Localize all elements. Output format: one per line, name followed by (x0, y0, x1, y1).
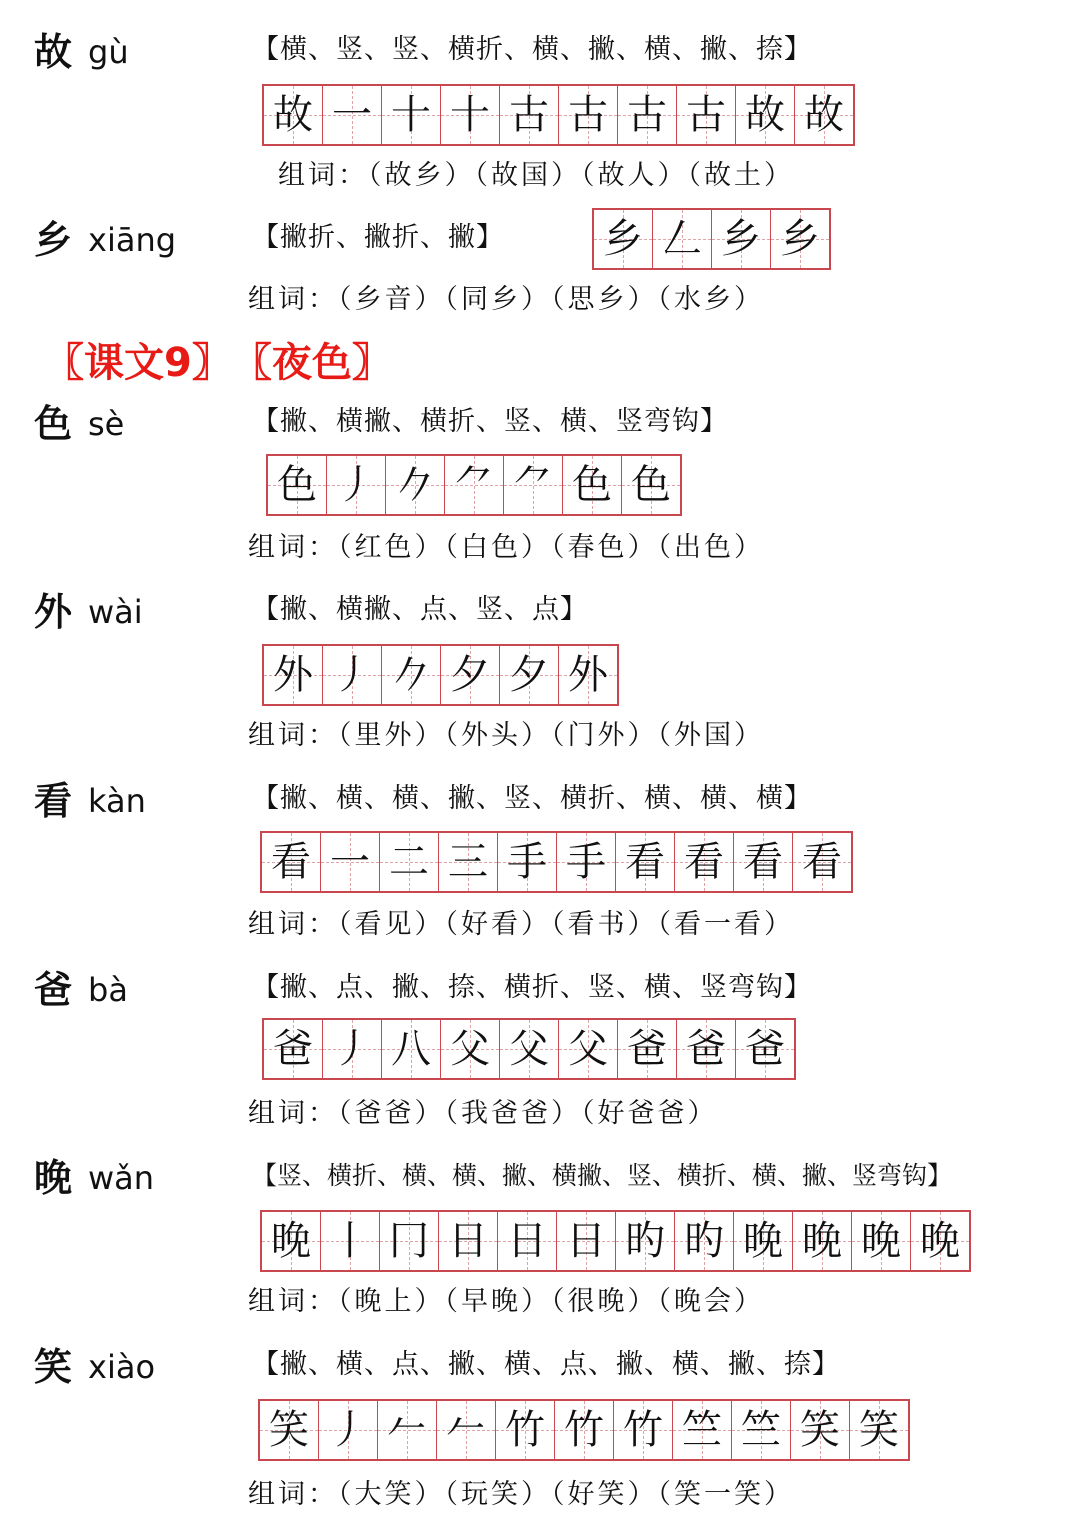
stroke-cell: 丿 (323, 1020, 382, 1078)
character: 笑 (34, 1345, 73, 1389)
stroke-cell: 看 (734, 833, 793, 891)
stroke-order-text: 【撇、横、点、撇、横、点、撇、横、撇、捺】 (252, 1349, 840, 1380)
stroke-cell: 日 (498, 1212, 557, 1270)
stroke-order-text: 【撇、横撇、点、竖、点】 (252, 594, 588, 625)
stroke-cell: 十 (382, 86, 441, 144)
stroke-cell: 古 (559, 86, 618, 144)
stroke-cell: 𠂉 (378, 1401, 437, 1459)
stroke-cell: 旳 (675, 1212, 734, 1270)
stroke-order-text: 【撇折、撇折、撇】 (252, 222, 504, 253)
stroke-cell: 夕 (441, 646, 500, 704)
stroke-cell: 晚 (911, 1212, 969, 1270)
stroke-cell: 看 (616, 833, 675, 891)
stroke-cell: 父 (559, 1020, 618, 1078)
stroke-cell: 𠂊 (382, 646, 441, 704)
stroke-cell: 日 (439, 1212, 498, 1270)
stroke-order-text: 【撇、横、横、撇、竖、横折、横、横、横】 (252, 783, 812, 814)
stroke-cell: ⺈ (445, 456, 504, 514)
stroke-cell: 丿 (319, 1401, 378, 1459)
word-examples (248, 718, 764, 754)
pinyin: bà (88, 971, 128, 1009)
word-examples (278, 158, 794, 194)
stroke-cell: 夕 (500, 646, 559, 704)
words-label: 组词： (248, 909, 338, 940)
stroke-grid (260, 1210, 971, 1272)
stroke-cell: 看 (262, 833, 321, 891)
stroke-cell: 古 (618, 86, 677, 144)
word-examples (248, 282, 764, 318)
stroke-cell: 丿 (323, 646, 382, 704)
words-list: （大笑）（玩笑）（好笑）（笑一笑） (338, 1479, 794, 1510)
stroke-cell: 日 (557, 1212, 616, 1270)
word-examples (248, 1477, 794, 1513)
stroke-order-text: 【撇、横撇、横折、竖、横、竖弯钩】 (252, 406, 728, 437)
words-label: 组词： (248, 284, 338, 315)
stroke-cell: 乡 (771, 210, 829, 268)
stroke-cell: 晚 (852, 1212, 911, 1270)
words-list: （晚上）（早晚）（很晚）（晚会） (338, 1286, 764, 1317)
stroke-cell: 看 (675, 833, 734, 891)
stroke-grid (266, 454, 682, 516)
words-list: （里外）（外头）（门外）（外国） (338, 720, 764, 751)
stroke-grid (262, 84, 855, 146)
stroke-cell: 𠂊 (386, 456, 445, 514)
character: 乡 (34, 218, 73, 262)
stroke-grid (258, 1399, 910, 1461)
stroke-cell: 爸 (264, 1020, 323, 1078)
stroke-cell: 竹 (555, 1401, 614, 1459)
stroke-cell: 二 (380, 833, 439, 891)
pinyin: sè (88, 405, 125, 443)
stroke-grid (262, 1018, 796, 1080)
stroke-cell: 爸 (677, 1020, 736, 1078)
word-examples (248, 1284, 764, 1320)
stroke-cell: 外 (559, 646, 617, 704)
stroke-cell: 竹 (496, 1401, 555, 1459)
lesson-number: 〖课文9〗 (44, 340, 232, 386)
lesson-title: 〖夜色〗 (251, 340, 392, 386)
stroke-cell: 丨 (321, 1212, 380, 1270)
stroke-cell: 色 (268, 456, 327, 514)
words-list: （乡音）（同乡）（思乡）（水乡） (338, 284, 764, 315)
stroke-cell: 竺 (673, 1401, 732, 1459)
words-list: （红色）（白色）（春色）（出色） (338, 532, 764, 563)
character: 爸 (34, 968, 73, 1012)
stroke-cell: 𠃋 (653, 210, 712, 268)
pinyin: xiào (88, 1348, 156, 1386)
character: 看 (34, 779, 73, 823)
words-list: （爸爸）（我爸爸）（好爸爸） (338, 1098, 718, 1129)
stroke-cell: 竹 (614, 1401, 673, 1459)
stroke-grid (262, 644, 619, 706)
stroke-order-text: 【横、竖、竖、横折、横、撇、横、撇、捺】 (252, 34, 812, 65)
pinyin: gù (88, 33, 129, 71)
words-label: 组词： (248, 1098, 338, 1129)
words-label: 组词： (248, 1286, 338, 1317)
pinyin: kàn (88, 782, 146, 820)
stroke-cell: 古 (500, 86, 559, 144)
stroke-cell: 笑 (850, 1401, 908, 1459)
stroke-cell: 父 (441, 1020, 500, 1078)
words-label: 组词： (248, 1479, 338, 1510)
stroke-cell: 一 (321, 833, 380, 891)
stroke-cell: 一 (323, 86, 382, 144)
pinyin: wài (88, 593, 143, 631)
stroke-cell: 手 (498, 833, 557, 891)
character: 色 (34, 402, 73, 446)
words-label: 组词： (248, 532, 338, 563)
lesson-heading (44, 338, 412, 388)
stroke-cell: 晚 (734, 1212, 793, 1270)
stroke-cell: 笑 (260, 1401, 319, 1459)
stroke-cell: 丿 (327, 456, 386, 514)
stroke-cell: 古 (677, 86, 736, 144)
word-examples (248, 1096, 718, 1132)
character: 故 (34, 30, 73, 74)
stroke-cell: 𠂉 (437, 1401, 496, 1459)
stroke-grid (260, 831, 853, 893)
word-examples (248, 907, 794, 943)
stroke-cell: 八 (382, 1020, 441, 1078)
stroke-cell: 色 (563, 456, 622, 514)
stroke-cell: 故 (736, 86, 795, 144)
words-label: 组词： (278, 160, 368, 191)
stroke-cell: 手 (557, 833, 616, 891)
stroke-order-text: 【竖、横折、横、横、撇、横撇、竖、横折、横、撇、竖弯钩】 (252, 1161, 953, 1190)
stroke-grid (592, 208, 831, 270)
stroke-cell: 十 (441, 86, 500, 144)
stroke-cell: 外 (264, 646, 323, 704)
stroke-cell: 晚 (262, 1212, 321, 1270)
stroke-cell: 旳 (616, 1212, 675, 1270)
stroke-cell: 冂 (380, 1212, 439, 1270)
stroke-cell: 色 (622, 456, 680, 514)
stroke-cell: 三 (439, 833, 498, 891)
pinyin: xiāng (88, 221, 177, 259)
stroke-cell: 乡 (712, 210, 771, 268)
character: 外 (34, 590, 73, 634)
stroke-cell: ⺈ (504, 456, 563, 514)
stroke-cell: 晚 (793, 1212, 852, 1270)
pinyin: wǎn (88, 1159, 155, 1197)
character: 晚 (34, 1156, 73, 1200)
words-list: （看见）（好看）（看书）（看一看） (338, 909, 794, 940)
stroke-cell: 故 (264, 86, 323, 144)
words-list: （故乡）（故国）（故人）（故土） (368, 160, 794, 191)
stroke-cell: 竺 (732, 1401, 791, 1459)
words-label: 组词： (248, 720, 338, 751)
word-examples (248, 530, 764, 566)
stroke-cell: 故 (795, 86, 853, 144)
stroke-cell: 笑 (791, 1401, 850, 1459)
stroke-cell: 爸 (736, 1020, 794, 1078)
stroke-cell: 乡 (594, 210, 653, 268)
stroke-order-text: 【撇、点、撇、捺、横折、竖、横、竖弯钩】 (252, 972, 812, 1003)
stroke-cell: 父 (500, 1020, 559, 1078)
stroke-cell: 爸 (618, 1020, 677, 1078)
stroke-cell: 看 (793, 833, 851, 891)
